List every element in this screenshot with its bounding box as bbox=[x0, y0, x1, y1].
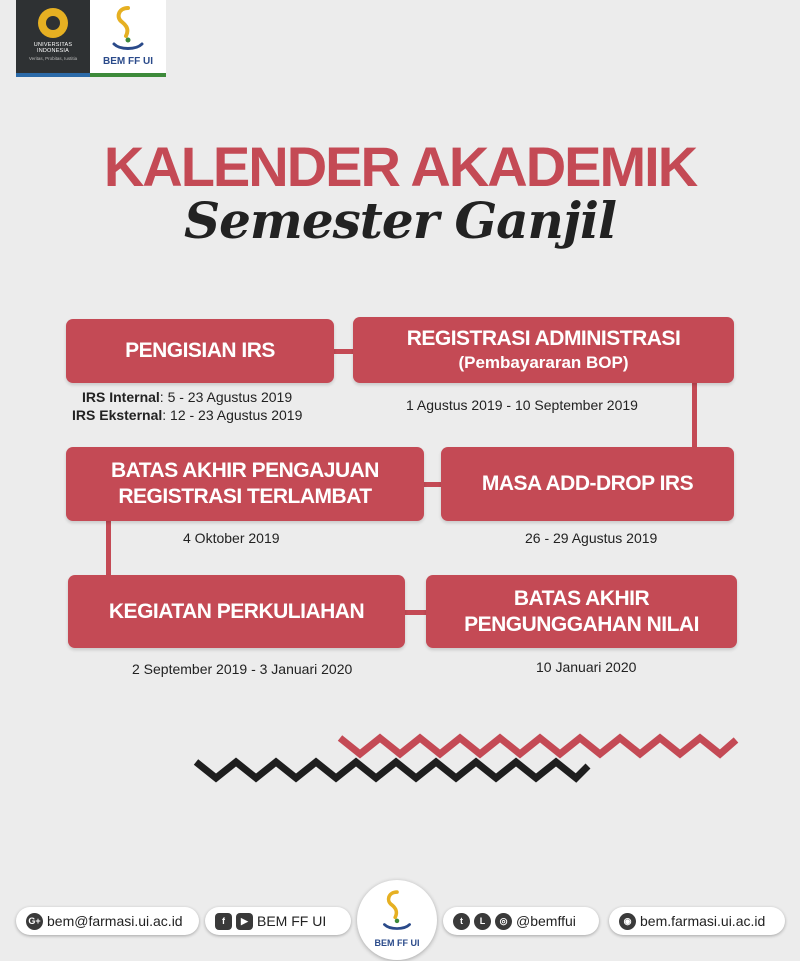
social-handle-contact[interactable] bbox=[443, 907, 599, 935]
bem-label: BEM FF UI bbox=[103, 56, 153, 67]
line-icon: L bbox=[474, 913, 491, 930]
website-text: bem.farmasi.ui.ac.id bbox=[640, 913, 766, 929]
event-label-line1: BATAS AKHIR PENGAJUAN bbox=[111, 459, 379, 482]
bem-emblem-icon bbox=[379, 886, 415, 936]
connector-2-4 bbox=[692, 383, 697, 448]
page-subtitle: Semester Ganjil bbox=[184, 191, 616, 250]
center-bem-logo bbox=[357, 880, 437, 960]
instagram-icon: ◎ bbox=[495, 913, 512, 930]
connector-1-2 bbox=[333, 349, 355, 354]
globe-icon: ◉ bbox=[619, 913, 636, 930]
google-plus-icon: G+ bbox=[26, 913, 43, 930]
event-label: KEGIATAN PERKULIAHAN bbox=[108, 599, 365, 623]
website-contact[interactable] bbox=[609, 907, 785, 935]
connector-3-5 bbox=[106, 520, 111, 576]
twitter-icon: t bbox=[453, 913, 470, 930]
university-motto: Veritas, Probitas, Iustitia bbox=[28, 56, 78, 61]
facebook-youtube-contact[interactable] bbox=[205, 907, 351, 935]
connector-5-6 bbox=[404, 610, 428, 615]
social-handle-text: @bemffui bbox=[516, 913, 576, 929]
university-line1: UNIVERSITAS bbox=[33, 42, 73, 48]
event-date-perkuliahan: 2 September 2019 - 3 Januari 2020 bbox=[132, 661, 353, 677]
universitas-indonesia-logo bbox=[16, 0, 90, 77]
event-date-irs-eksternal: IRS Eksternal: 12 - 23 Agustus 2019 bbox=[72, 407, 303, 423]
event-pengisian-irs bbox=[66, 319, 334, 383]
bem-emblem-icon bbox=[108, 4, 148, 54]
youtube-icon: ▶ bbox=[236, 913, 253, 930]
event-label: REGISTRASI ADMINISTRASI bbox=[406, 327, 681, 350]
page-title: KALENDER AKADEMIK bbox=[103, 135, 697, 198]
event-label-line1: BATAS AKHIR bbox=[513, 586, 650, 610]
facebook-youtube-text: BEM FF UI bbox=[257, 913, 327, 929]
event-date-batas-nilai: 10 Januari 2020 bbox=[536, 659, 637, 675]
ui-seal-icon bbox=[38, 8, 68, 38]
event-date-batas-registrasi: 4 Oktober 2019 bbox=[183, 530, 280, 546]
black-zigzag-decoration bbox=[192, 748, 592, 788]
center-logo-label: BEM FF UI bbox=[374, 938, 420, 948]
event-batas-pengunggahan-nilai bbox=[426, 575, 737, 648]
event-batas-registrasi-terlambat bbox=[66, 447, 424, 521]
email-text: bem@farmasi.ui.ac.id bbox=[47, 913, 183, 929]
event-date-irs-internal: IRS Internal: 5 - 23 Agustus 2019 bbox=[82, 389, 293, 405]
bem-ff-ui-logo bbox=[90, 0, 166, 77]
facebook-icon: f bbox=[215, 913, 232, 930]
event-date-registrasi: 1 Agustus 2019 - 10 September 2019 bbox=[406, 397, 638, 413]
event-kegiatan-perkuliahan bbox=[68, 575, 405, 648]
event-label-line2: REGISTRASI TERLAMBAT bbox=[118, 485, 372, 508]
event-date-add-drop: 26 - 29 Agustus 2019 bbox=[525, 530, 658, 546]
event-label-line2: PENGUNGGAHAN NILAI bbox=[464, 612, 699, 636]
footer bbox=[0, 880, 800, 961]
event-label: MASA ADD-DROP IRS bbox=[481, 472, 694, 495]
event-masa-add-drop bbox=[441, 447, 734, 521]
email-contact[interactable] bbox=[16, 907, 199, 935]
event-sublabel: (Pembayararan BOP) bbox=[458, 353, 629, 372]
event-label: PENGISIAN IRS bbox=[125, 339, 275, 362]
university-line2: INDONESIA bbox=[36, 48, 70, 54]
event-registrasi-administrasi bbox=[353, 317, 734, 383]
